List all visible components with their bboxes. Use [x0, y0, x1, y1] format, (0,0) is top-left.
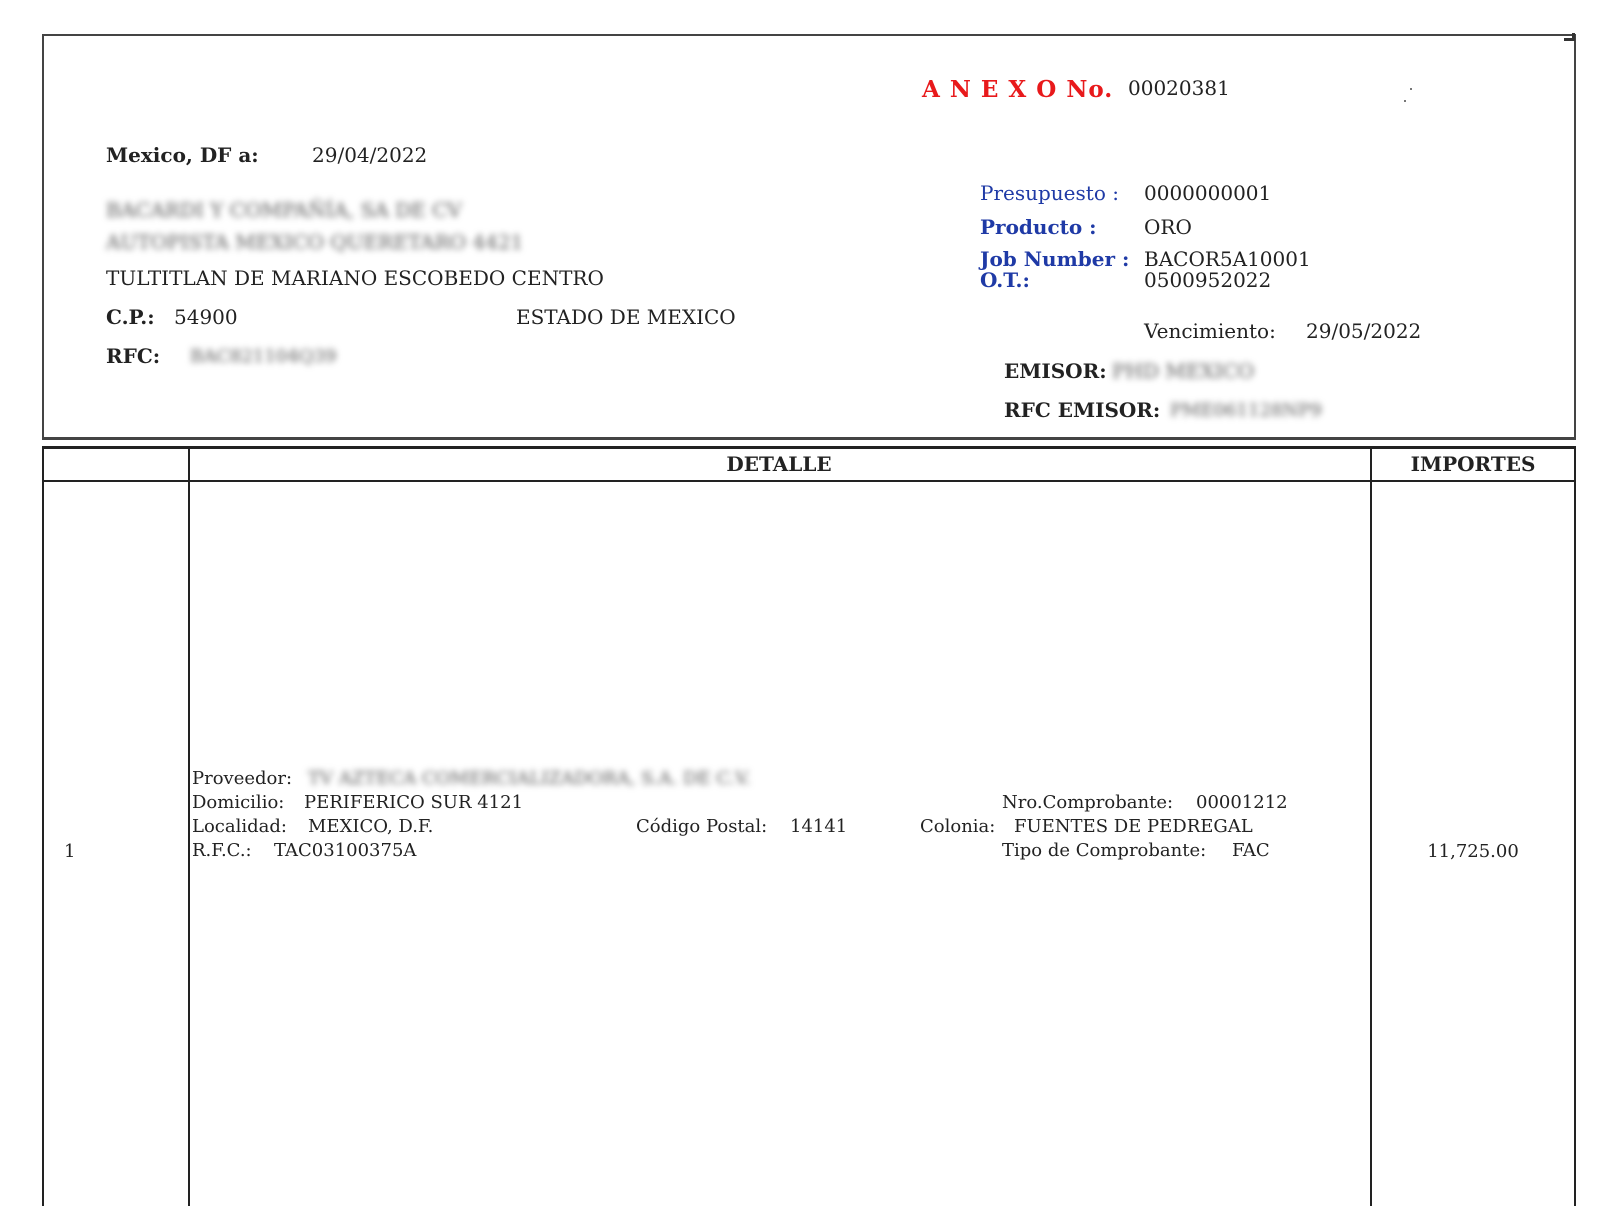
colonia-value: FUENTES DE PEDREGAL: [1014, 816, 1253, 837]
rfc-emisor-value: PME061128NP9: [1170, 400, 1322, 421]
state: ESTADO DE MEXICO: [516, 305, 736, 329]
colonia-label: Colonia:: [920, 816, 996, 837]
vencimiento-label: Vencimiento:: [1144, 319, 1276, 343]
localidad-value: MEXICO, D.F.: [308, 816, 434, 837]
job-number-label: Job Number :: [980, 247, 1130, 271]
codigo-postal-label: Código Postal:: [636, 816, 768, 837]
column-header-importes: IMPORTES: [1410, 452, 1536, 476]
emisor-value: PHD MEXICO: [1112, 359, 1255, 383]
client-locality: TULTITLAN DE MARIANO ESCOBEDO CENTRO: [106, 266, 604, 290]
proveedor-rfc-label: R.F.C.:: [192, 840, 252, 861]
domicilio-value: PERIFERICO SUR 4121: [304, 792, 524, 813]
document-date: 29/04/2022: [312, 143, 428, 167]
proveedor-value: TV AZTECA COMERCIALIZADORA, S.A. DE C.V.: [308, 768, 751, 789]
rfc-label: RFC:: [106, 344, 161, 368]
cp-label: C.P.:: [106, 305, 155, 329]
client-name: BACARDI Y COMPAÑÍA, SA DE CV: [106, 198, 462, 222]
anexo-label: A N E X O No.: [922, 76, 1114, 103]
column-divider: [1370, 446, 1372, 1206]
ot-value: 0500952022: [1144, 268, 1272, 292]
row-index: 1: [64, 841, 76, 862]
column-divider: [188, 446, 190, 1206]
nro-comprobante-value: 00001212: [1196, 792, 1288, 813]
localidad-label: Localidad:: [192, 816, 287, 837]
domicilio-label: Domicilio:: [192, 792, 285, 813]
cp-value: 54900: [174, 305, 238, 329]
producto-value: ORO: [1144, 215, 1192, 239]
tipo-comprobante-value: FAC: [1232, 840, 1270, 861]
table-header-divider: [42, 480, 1576, 482]
rfc-value: BAC821104Q39: [190, 346, 337, 367]
corner-mark: [1564, 33, 1575, 41]
proveedor-label: Proveedor:: [192, 768, 293, 789]
presupuesto-value: 0000000001: [1144, 181, 1272, 205]
speck: [1404, 100, 1406, 102]
column-header-detalle: DETALLE: [726, 452, 832, 476]
proveedor-rfc-value: TAC03100375A: [274, 840, 417, 861]
tipo-comprobante-label: Tipo de Comprobante:: [1002, 840, 1207, 861]
job-number-value: BACOR5A10001: [1144, 247, 1311, 271]
rfc-emisor-label: RFC EMISOR:: [1004, 398, 1161, 422]
importe-value: 11,725.00: [1427, 841, 1519, 862]
anexo-number: 00020381: [1128, 76, 1230, 100]
vencimiento-value: 29/05/2022: [1306, 319, 1422, 343]
presupuesto-label: Presupuesto :: [980, 181, 1119, 205]
city-label: Mexico, DF a:: [106, 143, 259, 167]
ot-label: O.T.:: [980, 268, 1030, 292]
speck: [1410, 88, 1412, 90]
client-address: AUTOPISTA MEXICO QUERETARO 4421: [106, 230, 524, 254]
emisor-label: EMISOR:: [1004, 359, 1107, 383]
codigo-postal-value: 14141: [790, 816, 848, 837]
producto-label: Producto :: [980, 215, 1097, 239]
nro-comprobante-label: Nro.Comprobante:: [1002, 792, 1174, 813]
